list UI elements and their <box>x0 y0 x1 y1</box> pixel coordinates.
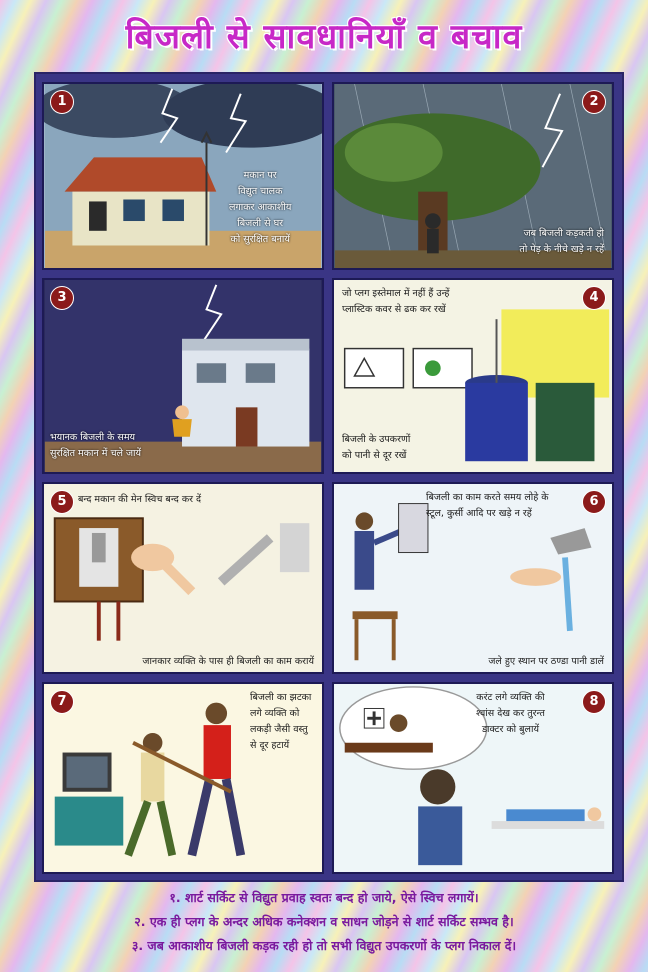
panel-caption: बिजली का झटका लगे व्यक्ति को लकड़ी जैसी वस्तु से दूर हटायें <box>250 692 312 751</box>
panel-number: 3 <box>50 286 74 310</box>
main-switch-illustration <box>44 484 322 672</box>
panel-caption-top: जो प्लग इस्तेमाल में नहीं हैं उन्हें प्लास्टिक कवर से ढक कर रखें <box>342 288 450 315</box>
panel-5-main-switch <box>42 482 324 674</box>
panel-4-plug-covers <box>332 278 614 474</box>
panel-number: 5 <box>50 490 74 514</box>
panel-caption-top: बन्द मकान की मेन स्विच बन्द कर दें <box>78 494 202 505</box>
panel-6-iron-stool <box>332 482 614 674</box>
note-item: १. शार्ट सर्किट से विद्युत प्रवाह स्वतः बन्द हो जाये, ऐसे स्विच लगायें। <box>169 890 479 905</box>
panel-3-safe-house <box>42 278 324 474</box>
panel-number: 6 <box>582 490 606 514</box>
panel-number: 8 <box>582 690 606 714</box>
panel-caption: करंट लगे व्यक्ति की श्वांस देख कर तुरन्त डाक्टर को बुलायें <box>476 692 545 735</box>
safety-notes <box>6 886 642 958</box>
panel-7-wooden-stick <box>42 682 324 874</box>
note-item: ३. जब आकाशीय बिजली कड़क रही हो तो सभी विद्युत उपकरणों के प्लग निकाल दें। <box>131 938 517 953</box>
panel-number: 1 <box>50 90 74 114</box>
poster-title: बिजली से सावधानियाँ व बचाव <box>125 17 523 57</box>
note-item: २. एक ही प्लग के अन्दर अधिक कनेक्शन व साधन जोड़ने से शार्ट सर्किट सम्भव है। <box>134 914 514 929</box>
panel-1-house-lightning-conductor <box>42 82 324 270</box>
panel-caption: मकान पर विद्युत चालक लगाकर आकाशीय बिजली से घर को सुरक्षित बनायें <box>229 170 292 245</box>
panel-caption-top: बिजली का काम करते समय लोहे के स्टूल, कुर्सी आदि पर खड़े न रहें <box>426 492 549 519</box>
panel-caption-bottom: बिजली के उपकरणों को पानी से दूर रखें <box>342 434 411 461</box>
panel-number: 4 <box>582 286 606 310</box>
panel-2-tree-storm <box>332 82 614 270</box>
panel-caption: भयानक बिजली के समय सुरक्षित मकान में चले जायें <box>50 432 141 459</box>
panel-caption: जब बिजली कड़कती हो तो पेड़ के नीचे खड़े न रहें <box>519 228 604 255</box>
panel-number: 7 <box>50 690 74 714</box>
panel-caption-bottom: जानकार व्यक्ति के पास ही बिजली का काम करायें <box>142 656 314 667</box>
panel-number: 2 <box>582 90 606 114</box>
call-doctor-illustration <box>334 684 612 872</box>
panel-caption-bottom: जले हुए स्थान पर ठण्डा पानी डालें <box>488 656 604 667</box>
panel-8-call-doctor <box>332 682 614 874</box>
